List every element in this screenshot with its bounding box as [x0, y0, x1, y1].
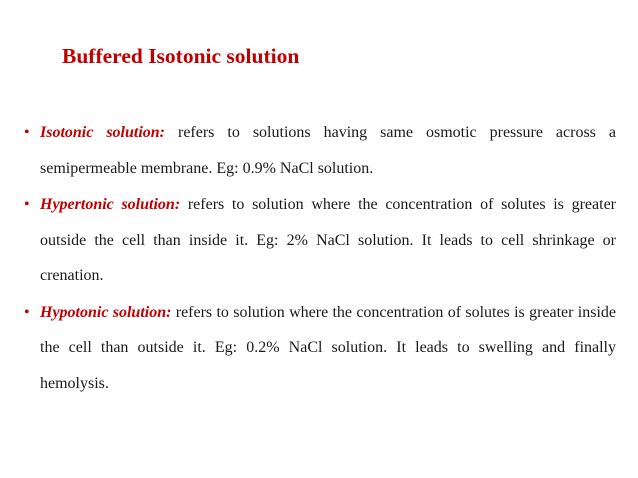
definition-hypotonic: refers to solution where the concentration of solutes is greater inside the cell than outside it. Eg: 0.2% NaCl solution. It leads to swelling and finally hemolysis. [40, 303, 616, 392]
term-hypotonic: Hypotonic solution: [40, 303, 172, 321]
definition-hypertonic: refers to solution where the concentration of solutes is greater outside the cell than inside it. Eg: 2% NaCl solution. It leads to cell shrinkage or crenation. [40, 196, 616, 284]
term-isotonic: Isotonic solution: [40, 124, 166, 141]
bullet-dot-icon: • [24, 303, 30, 321]
term-hypertonic: Hypertonic solution: [40, 196, 181, 213]
definition-isotonic: refers to solutions having same osmotic pressure across a semipermeable membrane. Eg: 0.9% NaCl solution. [40, 124, 616, 177]
bullet-hypertonic [24, 187, 616, 294]
bullet-list [24, 115, 616, 402]
bullet-dot-icon: • [24, 196, 30, 213]
bullet-hypotonic [24, 295, 616, 402]
bullet-dot-icon: • [24, 124, 30, 141]
slide-title: Buffered Isotonic solution [62, 44, 300, 68]
bullet-isotonic [24, 115, 616, 186]
